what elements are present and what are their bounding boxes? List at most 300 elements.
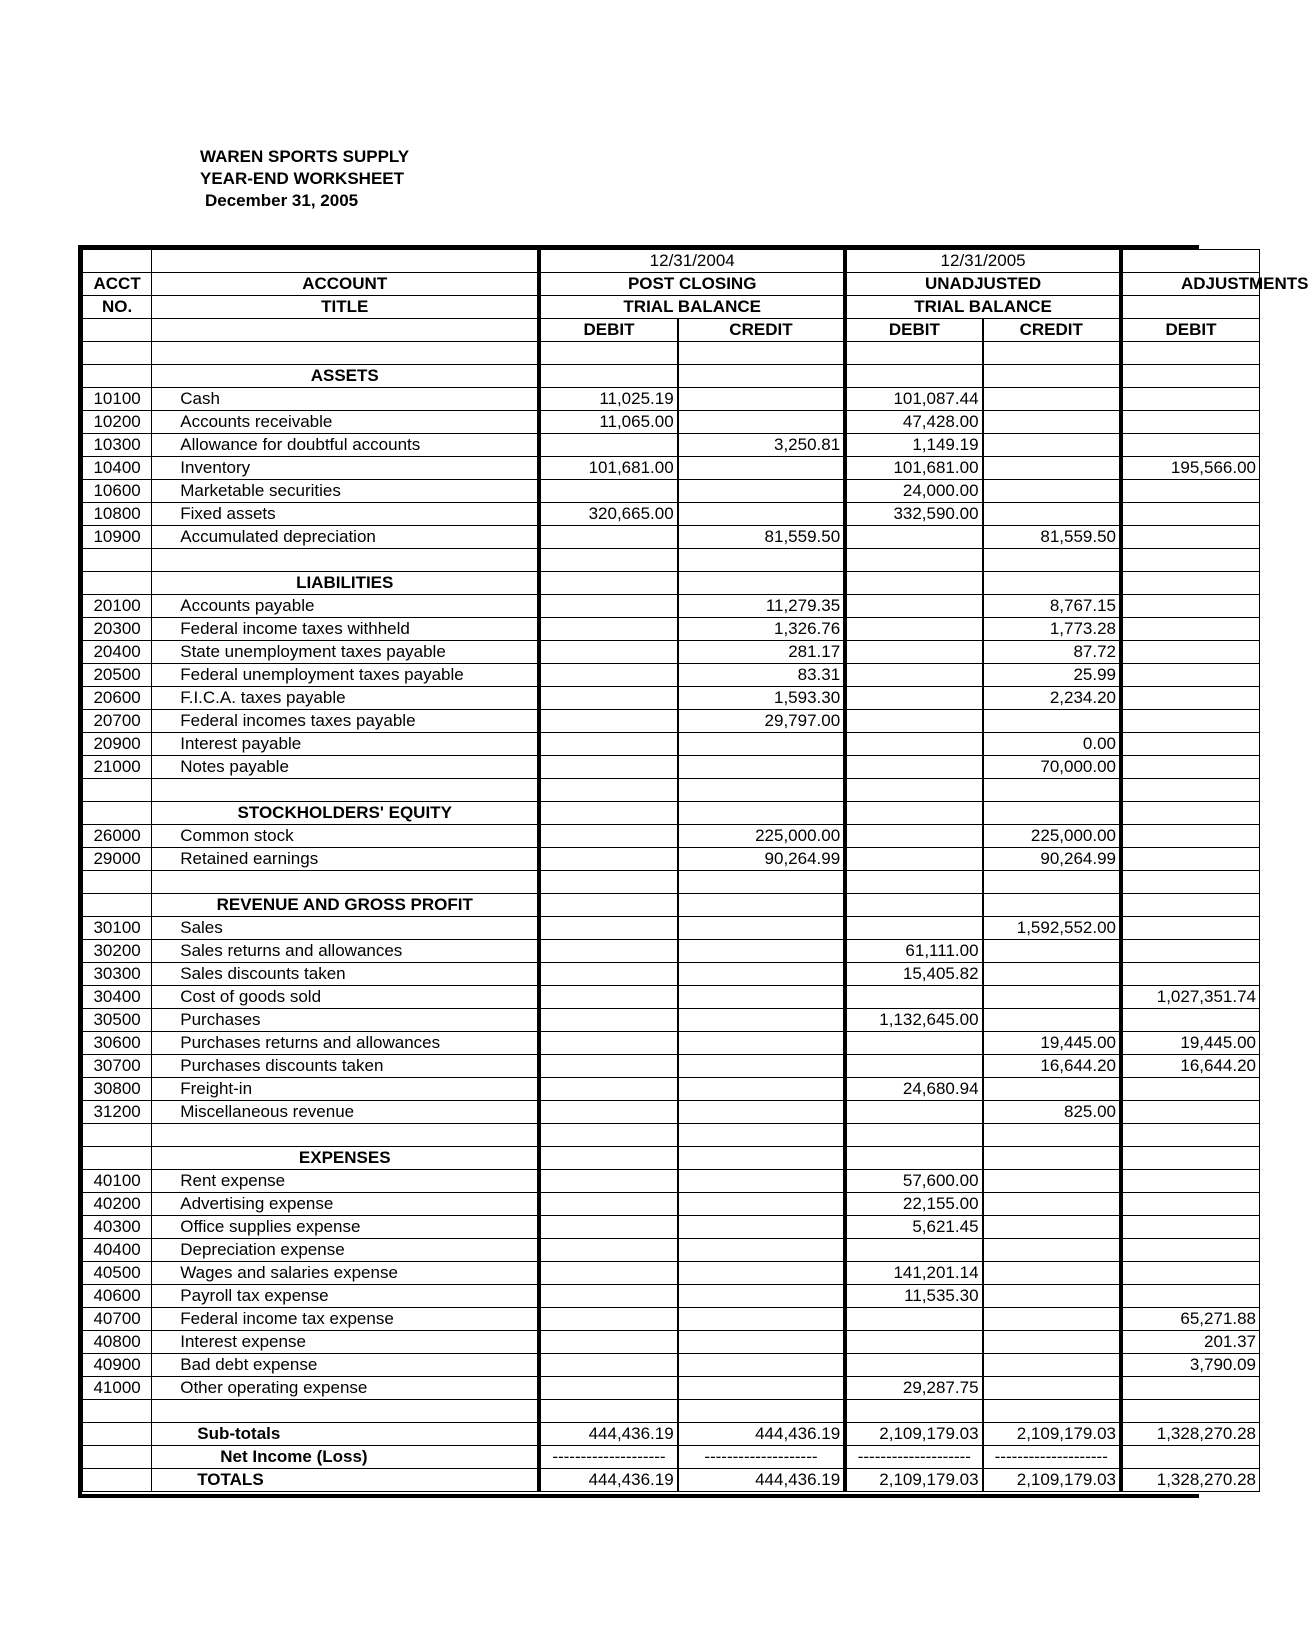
post-closing-debit (539, 526, 677, 549)
unadjusted-debit (845, 733, 982, 756)
unadjusted-debit: 1,149.19 (845, 434, 982, 457)
account-title: Sales (152, 917, 539, 940)
post-closing-debit: 320,665.00 (539, 503, 677, 526)
post-closing-credit (678, 1101, 846, 1124)
post-closing-credit (678, 1193, 846, 1216)
title-header-1: ACCOUNT (152, 273, 539, 296)
unadjusted-debit (845, 1308, 982, 1331)
table-row (83, 733, 1260, 756)
account-title: Wages and salaries expense (152, 1262, 539, 1285)
adjustments-debit (1121, 1078, 1260, 1101)
post-closing-debit (539, 434, 677, 457)
post-closing-debit (539, 940, 677, 963)
account-title: Accumulated depreciation (152, 526, 539, 549)
section-row (83, 1147, 1260, 1170)
blank-row (83, 1124, 1260, 1147)
unadjusted-credit: 19,445.00 (983, 1032, 1121, 1055)
unadjusted-debit: 332,590.00 (845, 503, 982, 526)
account-number: 10200 (83, 411, 152, 434)
unadjusted-debit (845, 1032, 982, 1055)
account-number: 10400 (83, 457, 152, 480)
unadjusted-credit: 0.00 (983, 733, 1121, 756)
table-row (83, 664, 1260, 687)
account-title: Sales discounts taken (152, 963, 539, 986)
account-number: 40700 (83, 1308, 152, 1331)
unadjusted-credit (983, 1308, 1121, 1331)
totals-row-unadjusted-debit: 2,109,179.03 (845, 1469, 982, 1492)
unadjusted-credit: 25.99 (983, 664, 1121, 687)
account-title: Accounts receivable (152, 411, 539, 434)
table-row (83, 917, 1260, 940)
table-row (83, 457, 1260, 480)
post-closing-debit (539, 641, 677, 664)
group2-debit-header: DEBIT (845, 319, 982, 342)
account-number: 40200 (83, 1193, 152, 1216)
post-closing-debit (539, 917, 677, 940)
unadjusted-debit (845, 1239, 982, 1262)
section-heading: LIABILITIES (152, 572, 539, 595)
account-number: 29000 (83, 848, 152, 871)
post-closing-credit: 83.31 (678, 664, 846, 687)
post-closing-debit (539, 480, 677, 503)
table-row (83, 1101, 1260, 1124)
adjustments-debit (1121, 1009, 1260, 1032)
post-closing-credit (678, 733, 846, 756)
account-number: 20400 (83, 641, 152, 664)
post-closing-credit (678, 756, 846, 779)
group1-date: 12/31/2004 (539, 250, 845, 273)
post-closing-debit (539, 1239, 677, 1262)
post-closing-credit (678, 1262, 846, 1285)
post-closing-credit (678, 1009, 846, 1032)
dash-separator: -------------------- (983, 1446, 1121, 1469)
account-title: Freight-in (152, 1078, 539, 1101)
adjustments-debit: 201.37 (1121, 1331, 1260, 1354)
adjustments-debit (1121, 848, 1260, 871)
group1-line2: TRIAL BALANCE (539, 296, 845, 319)
account-number: 20300 (83, 618, 152, 641)
account-title: Advertising expense (152, 1193, 539, 1216)
unadjusted-debit (845, 1331, 982, 1354)
post-closing-debit (539, 1101, 677, 1124)
totals-row (83, 1469, 1260, 1492)
section-heading: EXPENSES (152, 1147, 539, 1170)
post-closing-credit (678, 940, 846, 963)
table-row (83, 825, 1260, 848)
post-closing-debit (539, 963, 677, 986)
unadjusted-debit: 141,201.14 (845, 1262, 982, 1285)
account-title: Federal incomes taxes payable (152, 710, 539, 733)
table-row (83, 1216, 1260, 1239)
account-title: Miscellaneous revenue (152, 1101, 539, 1124)
account-number: 26000 (83, 825, 152, 848)
section-row (83, 365, 1260, 388)
group2-date: 12/31/2005 (845, 250, 1121, 273)
acct-header-2: NO. (83, 296, 152, 319)
account-number: 10900 (83, 526, 152, 549)
adjustments-debit: 3,790.09 (1121, 1354, 1260, 1377)
group2-line1: UNADJUSTED (845, 273, 1121, 296)
post-closing-debit (539, 1285, 677, 1308)
table-row (83, 388, 1260, 411)
blank-row (83, 779, 1260, 802)
table-row (83, 434, 1260, 457)
adjustments-debit (1121, 618, 1260, 641)
unadjusted-credit: 70,000.00 (983, 756, 1121, 779)
account-number: 10100 (83, 388, 152, 411)
account-title: Rent expense (152, 1170, 539, 1193)
unadjusted-credit (983, 1216, 1121, 1239)
net-income-row (83, 1446, 1260, 1469)
section-heading: REVENUE AND GROSS PROFIT (152, 894, 539, 917)
account-title: Notes payable (152, 756, 539, 779)
post-closing-debit (539, 1170, 677, 1193)
adjustments-debit: 19,445.00 (1121, 1032, 1260, 1055)
totals-row-unadjusted-credit: 2,109,179.03 (983, 1469, 1121, 1492)
unadjusted-credit: 81,559.50 (983, 526, 1121, 549)
blank-row (83, 549, 1260, 572)
table-row (83, 595, 1260, 618)
account-title: Payroll tax expense (152, 1285, 539, 1308)
acct-header-1: ACCT (83, 273, 152, 296)
unadjusted-credit: 8,767.15 (983, 595, 1121, 618)
dash-separator: -------------------- (539, 1446, 677, 1469)
unadjusted-credit (983, 1078, 1121, 1101)
account-number: 30400 (83, 986, 152, 1009)
blank-row (83, 871, 1260, 894)
table-row (83, 411, 1260, 434)
account-number: 40900 (83, 1354, 152, 1377)
post-closing-debit (539, 848, 677, 871)
unadjusted-credit (983, 1354, 1121, 1377)
post-closing-credit (678, 1354, 846, 1377)
table-row (83, 1055, 1260, 1078)
account-title: Fixed assets (152, 503, 539, 526)
table-row (83, 1032, 1260, 1055)
adjustments-debit (1121, 411, 1260, 434)
blank-row (83, 342, 1260, 365)
account-number: 40400 (83, 1239, 152, 1262)
table-row (83, 526, 1260, 549)
account-title: Office supplies expense (152, 1216, 539, 1239)
account-title: Purchases (152, 1009, 539, 1032)
totals-row-label: TOTALS (152, 1469, 539, 1492)
adjustments-debit (1121, 664, 1260, 687)
worksheet-table (78, 245, 1309, 1498)
report-date: December 31, 2005 (205, 191, 359, 210)
unadjusted-debit (845, 1055, 982, 1078)
account-title: Depreciation expense (152, 1239, 539, 1262)
table-row (83, 1262, 1260, 1285)
adjustments-debit: 65,271.88 (1121, 1308, 1260, 1331)
account-title: Sales returns and allowances (152, 940, 539, 963)
table-row (83, 940, 1260, 963)
account-number: 10600 (83, 480, 152, 503)
table-row (83, 963, 1260, 986)
blank-row (83, 1400, 1260, 1423)
unadjusted-credit: 16,644.20 (983, 1055, 1121, 1078)
table-row (83, 1009, 1260, 1032)
post-closing-credit (678, 480, 846, 503)
unadjusted-credit: 225,000.00 (983, 825, 1121, 848)
post-closing-debit (539, 687, 677, 710)
post-closing-credit (678, 1170, 846, 1193)
post-closing-credit (678, 1078, 846, 1101)
unadjusted-credit (983, 457, 1121, 480)
unadjusted-credit (983, 1193, 1121, 1216)
account-title: Purchases discounts taken (152, 1055, 539, 1078)
unadjusted-credit (983, 434, 1121, 457)
post-closing-credit (678, 411, 846, 434)
post-closing-debit (539, 986, 677, 1009)
account-title: State unemployment taxes payable (152, 641, 539, 664)
account-title: Federal unemployment taxes payable (152, 664, 539, 687)
adjustments-debit (1121, 1285, 1260, 1308)
post-closing-debit: 101,681.00 (539, 457, 677, 480)
account-title: Other operating expense (152, 1377, 539, 1400)
unadjusted-credit (983, 710, 1121, 733)
adjustments-debit: 16,644.20 (1121, 1055, 1260, 1078)
post-closing-credit (678, 1285, 846, 1308)
adjustments-debit (1121, 1170, 1260, 1193)
post-closing-debit (539, 733, 677, 756)
totals-row-post-closing-debit: 444,436.19 (539, 1469, 677, 1492)
post-closing-debit (539, 664, 677, 687)
adjustments-debit (1121, 687, 1260, 710)
post-closing-debit (539, 595, 677, 618)
unadjusted-credit (983, 1377, 1121, 1400)
unadjusted-credit (983, 1331, 1121, 1354)
post-closing-debit (539, 1262, 677, 1285)
unadjusted-debit: 1,132,645.00 (845, 1009, 982, 1032)
subtotals-row-label: Sub-totals (152, 1423, 539, 1446)
adjustments-debit (1121, 480, 1260, 503)
unadjusted-debit: 11,535.30 (845, 1285, 982, 1308)
account-title: Federal income taxes withheld (152, 618, 539, 641)
company-name: WAREN SPORTS SUPPLY (200, 147, 410, 166)
group3-debit-header: DEBIT (1121, 319, 1260, 342)
table-row (83, 1377, 1260, 1400)
unadjusted-debit: 101,681.00 (845, 457, 982, 480)
unadjusted-credit: 1,592,552.00 (983, 917, 1121, 940)
group1-debit-header: DEBIT (539, 319, 677, 342)
account-number: 21000 (83, 756, 152, 779)
table-row (83, 618, 1260, 641)
unadjusted-debit: 5,621.45 (845, 1216, 982, 1239)
unadjusted-credit (983, 388, 1121, 411)
post-closing-credit (678, 1331, 846, 1354)
adjustments-debit (1121, 434, 1260, 457)
account-number: 30200 (83, 940, 152, 963)
account-title: Interest expense (152, 1331, 539, 1354)
group1-credit-header: CREDIT (678, 319, 846, 342)
table-row (83, 1239, 1260, 1262)
post-closing-credit: 3,250.81 (678, 434, 846, 457)
account-number: 20100 (83, 595, 152, 618)
post-closing-debit (539, 1193, 677, 1216)
account-number: 30300 (83, 963, 152, 986)
unadjusted-credit: 1,773.28 (983, 618, 1121, 641)
post-closing-credit (678, 917, 846, 940)
table-row (83, 1331, 1260, 1354)
unadjusted-credit (983, 1262, 1121, 1285)
account-title: Accounts payable (152, 595, 539, 618)
adjustments-debit (1121, 963, 1260, 986)
table-row (83, 986, 1260, 1009)
post-closing-credit: 11,279.35 (678, 595, 846, 618)
post-closing-credit (678, 457, 846, 480)
unadjusted-debit (845, 595, 982, 618)
post-closing-debit (539, 756, 677, 779)
adjustments-debit (1121, 756, 1260, 779)
account-number: 20600 (83, 687, 152, 710)
unadjusted-debit: 22,155.00 (845, 1193, 982, 1216)
adjustments-debit (1121, 1216, 1260, 1239)
table-row (83, 848, 1260, 871)
subtotals-row-unadjusted-debit: 2,109,179.03 (845, 1423, 982, 1446)
post-closing-debit (539, 1331, 677, 1354)
group2-credit-header: CREDIT (983, 319, 1121, 342)
unadjusted-debit (845, 1354, 982, 1377)
adjustments-debit (1121, 825, 1260, 848)
account-title: F.I.C.A. taxes payable (152, 687, 539, 710)
post-closing-credit (678, 1032, 846, 1055)
adjustments-debit (1121, 710, 1260, 733)
unadjusted-credit (983, 1170, 1121, 1193)
account-number: 30100 (83, 917, 152, 940)
post-closing-debit (539, 1009, 677, 1032)
account-number: 40100 (83, 1170, 152, 1193)
post-closing-debit (539, 1377, 677, 1400)
post-closing-debit (539, 1216, 677, 1239)
account-number: 20500 (83, 664, 152, 687)
adjustments-debit (1121, 733, 1260, 756)
section-heading: STOCKHOLDERS' EQUITY (152, 802, 539, 825)
unadjusted-debit: 61,111.00 (845, 940, 982, 963)
table-row (83, 756, 1260, 779)
unadjusted-credit: 87.72 (983, 641, 1121, 664)
adjustments-debit (1121, 1239, 1260, 1262)
adjustments-debit (1121, 595, 1260, 618)
post-closing-debit (539, 825, 677, 848)
post-closing-credit (678, 388, 846, 411)
account-number: 40500 (83, 1262, 152, 1285)
group3-line1: ADJUSTMENTS (1121, 273, 1260, 296)
post-closing-credit: 90,264.99 (678, 848, 846, 871)
account-number: 40300 (83, 1216, 152, 1239)
post-closing-credit: 29,797.00 (678, 710, 846, 733)
account-title: Retained earnings (152, 848, 539, 871)
unadjusted-debit: 29,287.75 (845, 1377, 982, 1400)
post-closing-credit (678, 986, 846, 1009)
account-number: 30600 (83, 1032, 152, 1055)
post-closing-credit (678, 1216, 846, 1239)
account-title: Federal income tax expense (152, 1308, 539, 1331)
unadjusted-debit: 15,405.82 (845, 963, 982, 986)
post-closing-debit (539, 710, 677, 733)
subtotals-row-post-closing-debit: 444,436.19 (539, 1423, 677, 1446)
account-title: Interest payable (152, 733, 539, 756)
post-closing-credit (678, 1308, 846, 1331)
unadjusted-debit: 101,087.44 (845, 388, 982, 411)
post-closing-credit (678, 1239, 846, 1262)
dash-separator: -------------------- (845, 1446, 982, 1469)
post-closing-debit (539, 618, 677, 641)
table-row (83, 1078, 1260, 1101)
account-title: Cost of goods sold (152, 986, 539, 1009)
account-number: 10300 (83, 434, 152, 457)
unadjusted-debit (845, 664, 982, 687)
group2-line2: TRIAL BALANCE (845, 296, 1121, 319)
net-income-label: Net Income (Loss) (152, 1446, 539, 1469)
post-closing-debit (539, 1308, 677, 1331)
adjustments-debit (1121, 1262, 1260, 1285)
account-title: Inventory (152, 457, 539, 480)
table-row (83, 480, 1260, 503)
post-closing-debit (539, 1354, 677, 1377)
unadjusted-credit (983, 1239, 1121, 1262)
post-closing-debit (539, 1055, 677, 1078)
unadjusted-debit (845, 641, 982, 664)
unadjusted-credit (983, 1285, 1121, 1308)
post-closing-debit (539, 1032, 677, 1055)
subtotals-row-adjustments-debit: 1,328,270.28 (1121, 1423, 1260, 1446)
table-row (83, 503, 1260, 526)
unadjusted-credit (983, 986, 1121, 1009)
table-row (83, 1354, 1260, 1377)
table-row (83, 710, 1260, 733)
table-row (83, 1285, 1260, 1308)
adjustments-debit (1121, 940, 1260, 963)
account-number: 30700 (83, 1055, 152, 1078)
totals-row-post-closing-credit: 444,436.19 (678, 1469, 846, 1492)
unadjusted-credit (983, 1009, 1121, 1032)
unadjusted-credit: 825.00 (983, 1101, 1121, 1124)
post-closing-debit: 11,025.19 (539, 388, 677, 411)
adjustments-debit: 1,027,351.74 (1121, 986, 1260, 1009)
unadjusted-credit (983, 480, 1121, 503)
post-closing-credit (678, 1055, 846, 1078)
post-closing-credit (678, 503, 846, 526)
unadjusted-credit (983, 963, 1121, 986)
section-row (83, 802, 1260, 825)
table-row (83, 1308, 1260, 1331)
post-closing-credit (678, 963, 846, 986)
adjustments-debit (1121, 1377, 1260, 1400)
table-row (83, 687, 1260, 710)
post-closing-credit (678, 1377, 846, 1400)
unadjusted-debit (845, 825, 982, 848)
section-row (83, 894, 1260, 917)
account-number: 20700 (83, 710, 152, 733)
subtotals-row (83, 1423, 1260, 1446)
unadjusted-debit (845, 986, 982, 1009)
unadjusted-debit (845, 848, 982, 871)
account-number: 40800 (83, 1331, 152, 1354)
unadjusted-debit: 24,680.94 (845, 1078, 982, 1101)
post-closing-debit: 11,065.00 (539, 411, 677, 434)
adjustments-debit (1121, 388, 1260, 411)
adjustments-debit (1121, 526, 1260, 549)
account-title: Common stock (152, 825, 539, 848)
adjustments-debit (1121, 1193, 1260, 1216)
unadjusted-credit (983, 411, 1121, 434)
adjustments-debit (1121, 917, 1260, 940)
unadjusted-debit: 24,000.00 (845, 480, 982, 503)
account-number: 31200 (83, 1101, 152, 1124)
account-number: 10800 (83, 503, 152, 526)
unadjusted-debit (845, 618, 982, 641)
